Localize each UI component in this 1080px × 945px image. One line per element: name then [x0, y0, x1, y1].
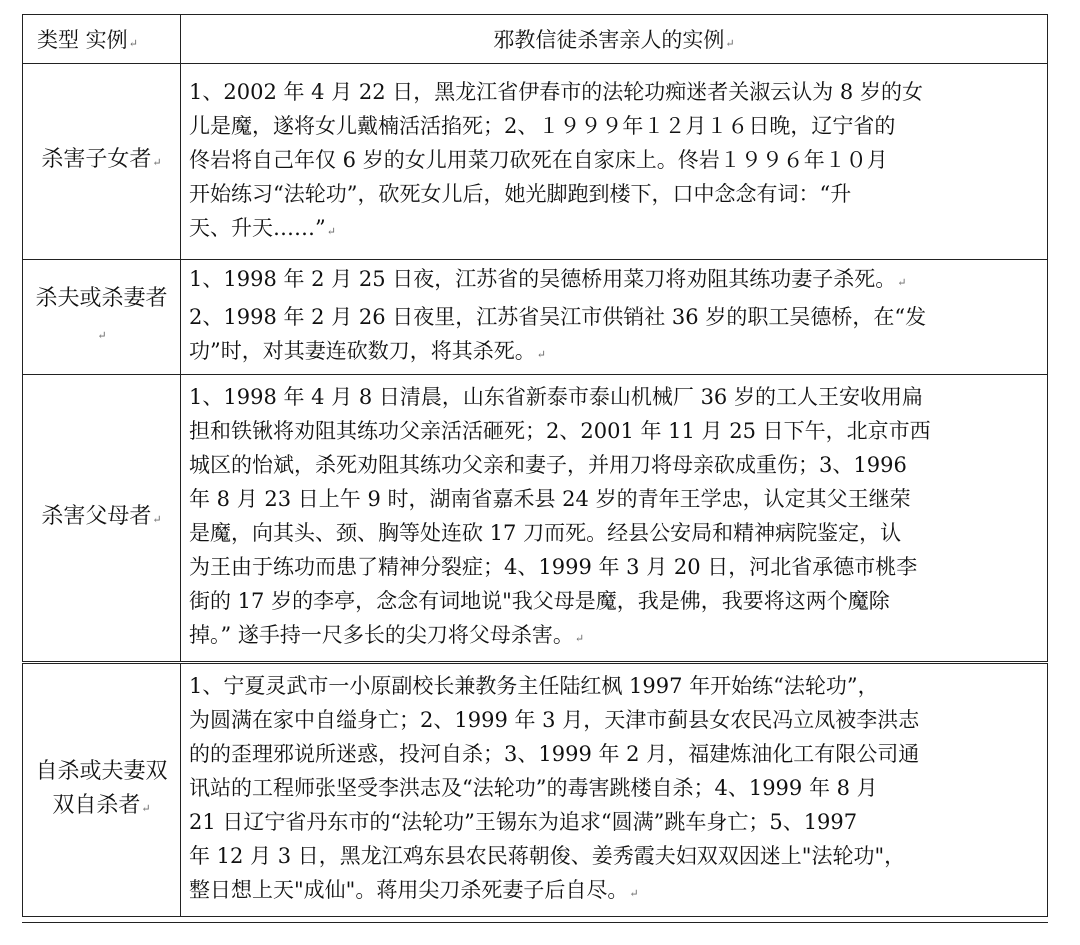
example-line: 1、1998 年 4 月 8 日清晨，山东省新泰市泰山机械厂 36 岁的工人王安收用扁 — [189, 385, 923, 409]
table-row — [23, 64, 1048, 260]
example-line: 年 8 月 23 日上午 9 时，湖南省嘉禾县 24 岁的青年王学忠，认定其父王继荣 — [189, 487, 911, 511]
examples-cell: 1、宁夏灵武市一小原副校长兼教务主任陆红枫 1997 年开始练“法轮功”， 为圆满在家中自缢身亡；2、1999 年 3 月，天津市蓟县女农民冯立凤被李洪志 的的歪理邪说所迷惑，投河自杀；3、1999 年 2 月，福建炼油化工有限公司通 讯站的工程师张坚受李洪志及“法轮功”的毒害跳楼自杀；4、1999 年 8 月 21 日辽宁省丹东市的“法轮功”王锡东为追求“圆满”跳车身亡；5、1997 年 12 月 3 日，黑龙江鸡东县农民蒋朝俊、姜秀霞夫妇双双因迷上"法轮功"， 整日想上天"成仙"。蒋用尖刀杀死妻子后自尽。↵ — [181, 663, 1048, 917]
example-line: 为王由于练功而患了精神分裂症；4、1999 年 3 月 20 日，河北省承德市桃李 — [189, 555, 918, 579]
header-title-cell: 邪教信徒杀害亲人的实例↵ — [181, 15, 1048, 64]
example-line: 掉。” 遂手持一尺多长的尖刀将父母杀害。 — [189, 623, 574, 647]
header-type-cell: 类型 实例↵ — [23, 15, 181, 64]
example-line: 讯站的工程师张坚受李洪志及“法轮功”的毒害跳楼自杀；4、1999 年 8 月 — [189, 776, 878, 800]
examples-cell: 1、2002 年 4 月 22 日，黑龙江省伊春市的法轮功痴迷者关淑云认为 8 岁的女 儿是魔，遂将女儿戴楠活活掐死；2、１９９９年１２月１６日晚，辽宁省的 佟岩将自己年仅 6 岁的女儿用菜刀砍死在自家床上。佟岩１９９６年１０月 开始练习“法轮功”，砍死女儿后，她光脚跑到楼下，口中念念有词：“升 天、升天……”↵ — [181, 64, 1048, 260]
example-line: 1、1998 年 2 月 25 日夜，江苏省的吴德桥用菜刀将劝阻其练功妻子杀死。 — [189, 267, 897, 291]
header-title: 邪教信徒杀害亲人的实例 — [493, 28, 725, 52]
type-label: 杀夫或杀妻者 — [35, 285, 168, 311]
example-line: 儿是魔，遂将女儿戴楠活活掐死；2、１９９９年１２月１６日晚，辽宁省的 — [189, 113, 896, 138]
cult-cases-table — [22, 14, 1048, 917]
example-line: 担和铁锹将劝阻其练功父亲活活砸死；2、2001 年 11 月 25 日下午，北京市西 — [189, 419, 931, 443]
table-row — [23, 260, 1048, 375]
example-line: 开始练习“法轮功”，砍死女儿后，她光脚跑到楼下，口中念念有词：“升 — [189, 181, 852, 206]
example-line: 为圆满在家中自缢身亡；2、1999 年 3 月，天津市蓟县女农民冯立凤被李洪志 — [189, 708, 920, 732]
example-line: 是魔，向其头、颈、胸等处连砍 17 刀而死。经县公安局和精神病院鉴定，认 — [189, 521, 902, 545]
example-line: 1、宁夏灵武市一小原副校长兼教务主任陆红枫 1997 年开始练“法轮功”， — [189, 674, 879, 698]
type-label: 自杀或夫妻双双自杀者 — [35, 758, 168, 818]
example-line: 的的歪理邪说所迷惑，投河自杀；3、1999 年 2 月，福建炼油化工有限公司通 — [189, 742, 920, 766]
examples-cell: 1、1998 年 2 月 25 日夜，江苏省的吴德桥用菜刀将劝阻其练功妻子杀死。↵ 2、1998 年 2 月 26 日夜里，江苏省吴江市供销社 36 岁的职工吴德桥，在“发 功”时，对其妻连砍数刀，将其杀死。↵ — [181, 260, 1048, 375]
example-line: 年 12 月 3 日，黑龙江鸡东县农民蒋朝俊、姜秀霞夫妇双双因迷上"法轮功"， — [189, 844, 906, 868]
table-row — [23, 663, 1048, 917]
type-cell: 自杀或夫妻双双自杀者↵ — [23, 663, 181, 917]
type-label: 杀害子女者 — [41, 147, 152, 172]
example-line: 城区的怡斌，杀死劝阻其练功父亲和妻子，并用刀将母亲砍成重伤；3、1996 — [189, 453, 907, 477]
type-label: 杀害父母者 — [41, 503, 152, 529]
bottom-rule — [22, 922, 1048, 923]
example-line: 21 日辽宁省丹东市的“法轮功”王锡东为追求“圆满”跳车身亡；5、1997 — [189, 810, 858, 834]
table-header-row — [23, 15, 1048, 64]
example-line: 2、1998 年 2 月 26 日夜里，江苏省吴江市供销社 36 岁的职工吴德桥，在“发 — [189, 305, 927, 329]
header-type-label: 类型 实例 — [37, 28, 128, 52]
example-line: 功”时，对其妻连砍数刀，将其杀死。 — [189, 339, 536, 363]
type-cell: 杀害父母者↵ — [23, 375, 181, 663]
example-line: 佟岩将自己年仅 6 岁的女儿用菜刀砍死在自家床上。佟岩１９９６年１０月 — [189, 147, 888, 172]
example-line: 街的 17 岁的李亭，念念有词地说"我父母是魔，我是佛，我要将这两个魔除 — [189, 589, 890, 613]
example-line: 整日想上天"成仙"。蒋用尖刀杀死妻子后自尽。 — [189, 878, 629, 902]
table-row — [23, 375, 1048, 663]
example-line: 天、升天……” — [189, 215, 326, 240]
example-line: 1、2002 年 4 月 22 日，黑龙江省伊春市的法轮功痴迷者关淑云认为 8 岁的女 — [189, 79, 923, 104]
type-cell: 杀害子女者↵ — [23, 64, 181, 260]
examples-cell: 1、1998 年 4 月 8 日清晨，山东省新泰市泰山机械厂 36 岁的工人王安收用扁 担和铁锹将劝阻其练功父亲活活砸死；2、2001 年 11 月 25 日下午，北京市西 城区的怡斌，杀死劝阻其练功父亲和妻子，并用刀将母亲砍成重伤；3、1996 年 8 月 23 日上午 9 时，湖南省嘉禾县 24 岁的青年王学忠，认定其父王继荣 是魔，向其头、颈、胸等处连砍 17 刀而死。经县公安局和精神病院鉴定，认 为王由于练功而患了精神分裂症；4、1999 年 3 月 20 日，河北省承德市桃李 街的 17 岁的李亭，念念有词地说"我父母是魔，我是佛，我要将这两个魔除 掉。” 遂手持一尺多长的尖刀将父母杀害。↵ — [181, 375, 1048, 663]
type-cell: 杀夫或杀妻者↵ — [23, 260, 181, 375]
